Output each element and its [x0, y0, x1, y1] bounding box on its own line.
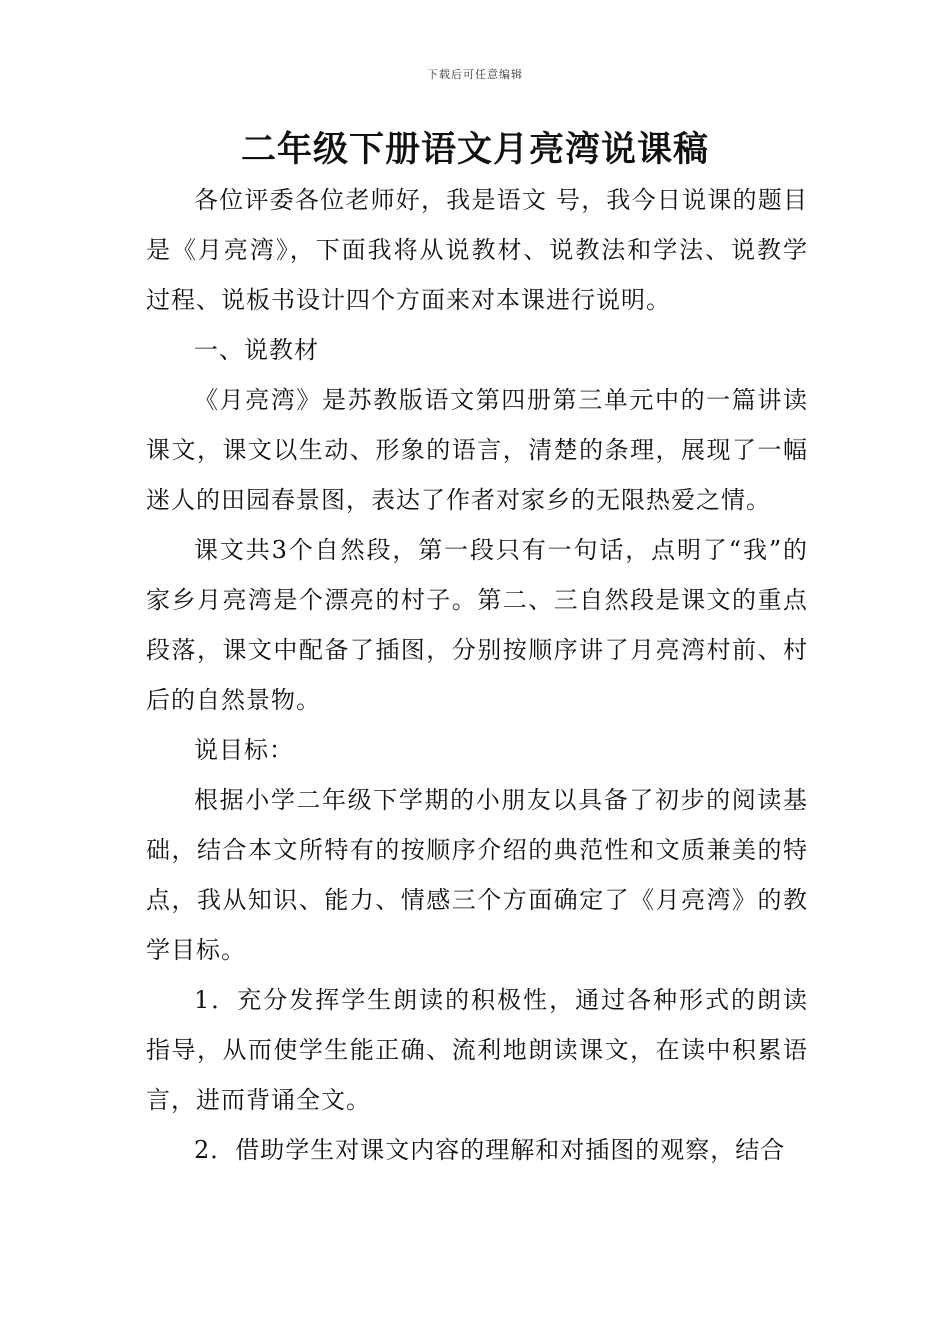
paragraph-intro: 各位评委各位老师好，我是语文 号，我今日说课的题目是《月亮湾》，下面我将从说教材、说教法和学法、说教学过程、说板书设计四个方面来对本课进行说明。 — [146, 186, 808, 314]
paragraph-goal-1: 1．充分发挥学生朗读的积极性，通过各种形式的朗读指导，从而使学生能正确、流利地朗读课文，在读中积累语言，进而背诵全文。 — [146, 986, 808, 1114]
document-title: 二年级下册语文月亮湾说课稿 — [240, 130, 709, 170]
paragraph-textbook-overview: 《月亮湾》是苏教版语文第四册第三单元中的一篇讲读课文，课文以生动、形象的语言，清楚的条理，展现了一幅迷人的田园春景图，表达了作者对家乡的无限热爱之情。 — [146, 386, 808, 514]
header-note: 下载后可任意编辑 — [427, 68, 523, 81]
paragraph-goals-basis: 根据小学二年级下学期的小朋友以具备了初步的阅读基础，结合本文所特有的按顺序介绍的典范性和文质兼美的特点，我从知识、能力、情感三个方面确定了《月亮湾》的教学目标。 — [146, 786, 808, 964]
document-body — [146, 175, 808, 1175]
paragraph-text-structure: 课文共3个自然段，第一段只有一句话，点明了“我”的家乡月亮湾是个漂亮的村子。第二、三自然段是课文的重点段落，课文中配备了插图，分别按顺序讲了月亮湾村前、村后的自然景物。 — [146, 536, 808, 714]
section-heading-goals: 说目标： — [194, 736, 294, 764]
section-heading-textbook: 一、说教材 — [194, 336, 319, 364]
paragraph-goal-2: 2．借助学生对课文内容的理解和对插图的观察，结合 — [194, 1136, 786, 1164]
